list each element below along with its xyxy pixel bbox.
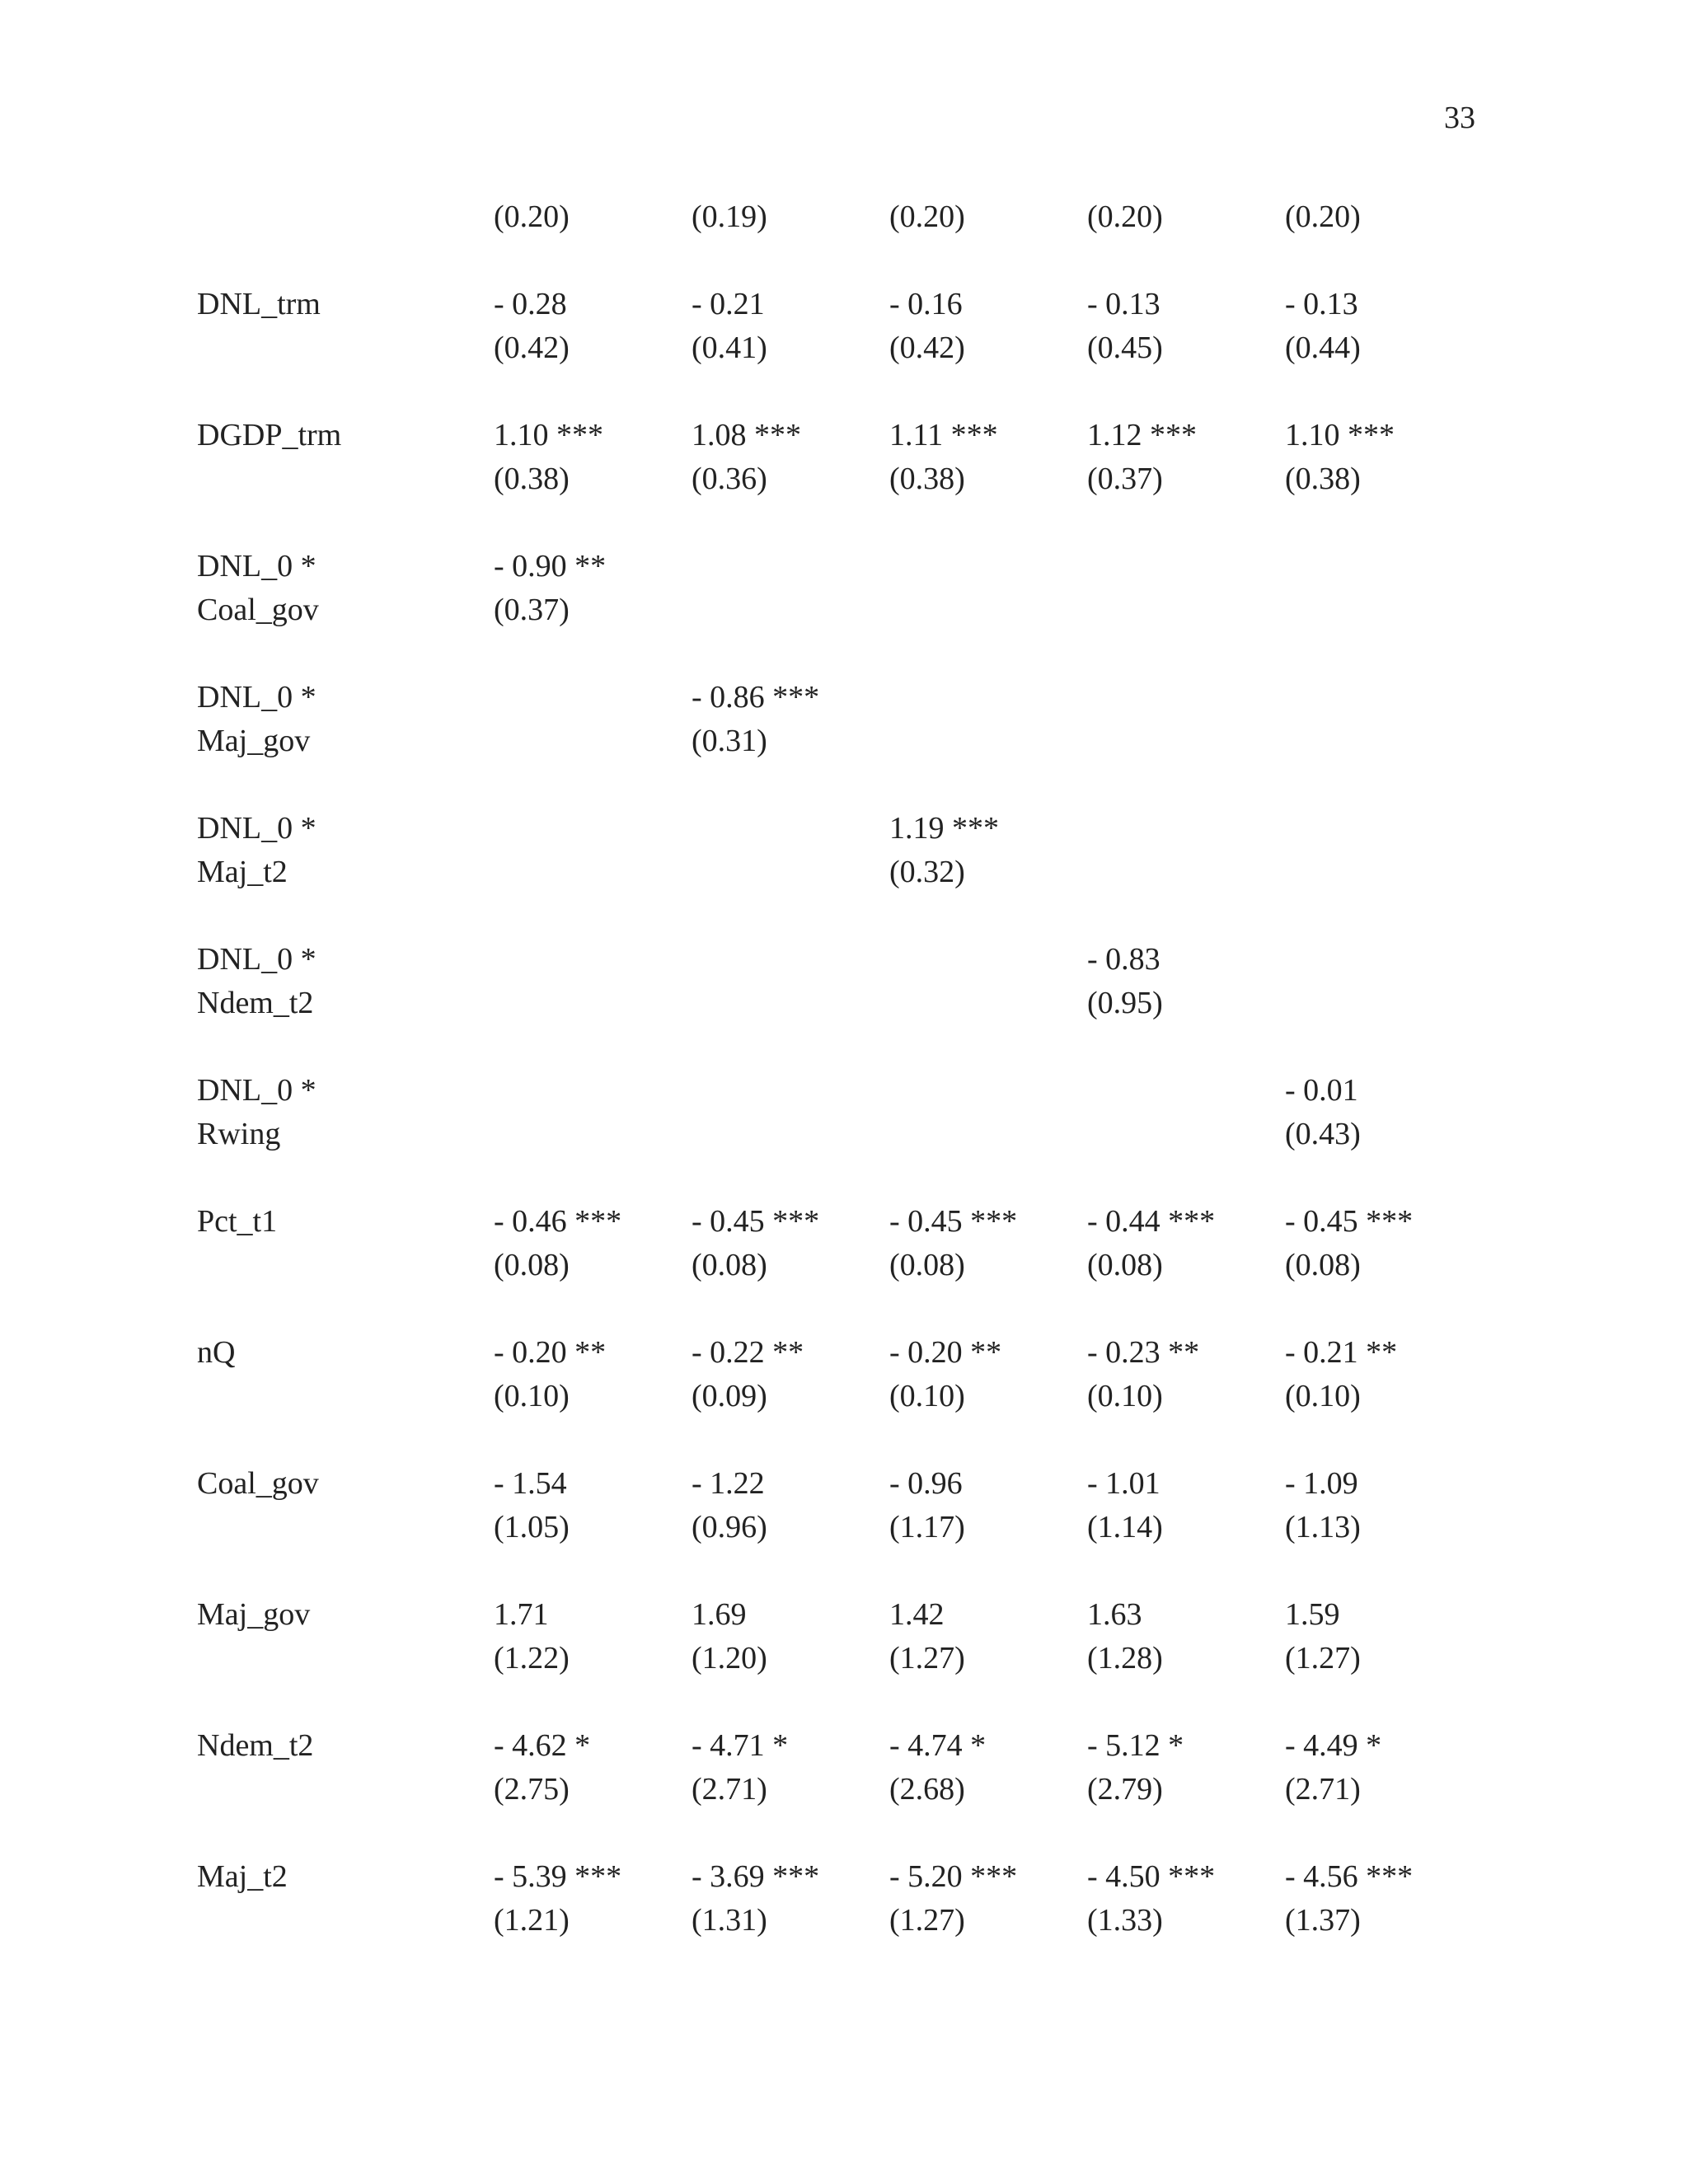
table-row	[0, 1858, 1688, 1989]
se-cell: (0.20)	[889, 199, 965, 234]
table-row	[0, 416, 1688, 547]
se-cell: (0.95)	[1087, 986, 1163, 1020]
standard-error-line	[0, 722, 1688, 760]
coefficient-line	[0, 809, 1688, 847]
coefficient-line	[0, 678, 1688, 716]
table-row	[0, 1071, 1688, 1202]
coefficient-cell: 1.10 ***	[1285, 418, 1395, 452]
coefficient-cell: 1.11 ***	[889, 418, 998, 452]
coefficient-cell: - 4.62 *	[494, 1728, 591, 1763]
se-cell: (0.31)	[692, 724, 767, 758]
table-row	[0, 940, 1688, 1071]
se-cell: (0.10)	[1087, 1379, 1163, 1413]
se-cell: (0.09)	[692, 1379, 767, 1413]
coefficient-cell: - 4.49 *	[1285, 1728, 1382, 1763]
standard-error-line	[0, 1770, 1688, 1808]
coefficient-cell: - 0.01	[1285, 1073, 1358, 1108]
se-cell: (0.38)	[494, 462, 570, 496]
coefficient-cell: 1.08 ***	[692, 418, 801, 452]
coefficient-line	[0, 547, 1688, 585]
coefficient-cell: - 0.22 **	[692, 1335, 804, 1370]
standard-error-line	[0, 984, 1688, 1022]
coefficient-cell: - 0.28	[494, 287, 567, 321]
coefficient-line	[0, 1202, 1688, 1240]
se-cell: (0.08)	[692, 1248, 767, 1282]
coefficient-line	[0, 1858, 1688, 1896]
row-label: Coal_gov	[197, 1466, 319, 1501]
coefficient-line	[0, 416, 1688, 454]
coefficient-cell: 1.12 ***	[1087, 418, 1197, 452]
row-label: DGDP_trm	[197, 418, 342, 452]
se-cell: (1.13)	[1285, 1510, 1361, 1544]
table-row	[0, 1465, 1688, 1596]
se-cell: (0.42)	[889, 330, 965, 365]
row-label-continued: Coal_gov	[197, 593, 319, 627]
coefficient-cell: - 0.45 ***	[1285, 1204, 1414, 1239]
row-label: DNL_0 *	[197, 811, 316, 846]
se-cell: (0.08)	[494, 1248, 570, 1282]
se-cell: (1.27)	[889, 1903, 965, 1938]
standard-error-line	[0, 591, 1688, 629]
coefficient-line	[0, 1596, 1688, 1633]
coefficient-cell: - 0.90 **	[494, 549, 607, 583]
table-row	[0, 809, 1688, 940]
coefficient-cell: 1.71	[494, 1597, 549, 1632]
coefficient-cell: - 0.45 ***	[692, 1204, 820, 1239]
table-row	[0, 1727, 1688, 1858]
se-cell: (0.41)	[692, 330, 767, 365]
coefficient-cell: 1.19 ***	[889, 811, 999, 846]
coefficient-cell: - 0.86 ***	[692, 680, 820, 715]
coefficient-cell: - 1.01	[1087, 1466, 1160, 1501]
se-cell: (0.08)	[889, 1248, 965, 1282]
table-row	[0, 1202, 1688, 1333]
coefficient-cell: - 0.20 **	[889, 1335, 1002, 1370]
row-label: DNL_trm	[197, 287, 321, 321]
se-cell: (1.22)	[494, 1641, 570, 1675]
coefficient-cell: 1.10 ***	[494, 418, 603, 452]
se-cell: (0.10)	[1285, 1379, 1361, 1413]
row-label-continued: Maj_t2	[197, 855, 288, 889]
se-cell: (0.19)	[692, 199, 767, 234]
se-cell: (0.42)	[494, 330, 570, 365]
standard-error-line	[0, 1246, 1688, 1284]
standard-error-line	[0, 1639, 1688, 1677]
se-cell: (0.37)	[494, 593, 570, 627]
se-cell: (0.45)	[1087, 330, 1163, 365]
se-cell: (1.27)	[1285, 1641, 1361, 1675]
se-cell: (0.38)	[1285, 462, 1361, 496]
coefficient-cell: - 4.50 ***	[1087, 1859, 1216, 1894]
coefficient-cell: 1.69	[692, 1597, 747, 1632]
se-cell: (0.44)	[1285, 330, 1361, 365]
coefficient-cell: - 0.21 **	[1285, 1335, 1398, 1370]
continued-se-row	[0, 198, 1688, 236]
se-cell: (2.68)	[889, 1772, 965, 1807]
row-label: nQ	[197, 1335, 236, 1370]
coefficient-cell: - 0.96	[889, 1466, 963, 1501]
row-label: Maj_t2	[197, 1859, 288, 1894]
table-row	[0, 547, 1688, 678]
row-label: DNL_0 *	[197, 549, 316, 583]
se-cell: (1.17)	[889, 1510, 965, 1544]
coefficient-cell: - 0.20 **	[494, 1335, 607, 1370]
coefficient-cell: - 1.22	[692, 1466, 765, 1501]
se-cell: (0.20)	[1285, 199, 1361, 234]
coefficient-cell: 1.59	[1285, 1597, 1340, 1632]
coefficient-cell: - 1.09	[1285, 1466, 1358, 1501]
se-cell: (1.33)	[1087, 1903, 1163, 1938]
coefficient-line	[0, 1465, 1688, 1502]
row-label-continued: Ndem_t2	[197, 986, 314, 1020]
row-label-continued: Maj_gov	[197, 724, 311, 758]
se-cell: (0.10)	[494, 1379, 570, 1413]
table-row	[0, 678, 1688, 809]
se-cell: (2.75)	[494, 1772, 570, 1807]
coefficient-line	[0, 940, 1688, 978]
coefficient-cell: 1.63	[1087, 1597, 1142, 1632]
se-cell: (1.31)	[692, 1903, 767, 1938]
row-label: Ndem_t2	[197, 1728, 314, 1763]
coefficient-cell: 1.42	[889, 1597, 945, 1632]
row-label: Maj_gov	[197, 1597, 311, 1632]
standard-error-line	[0, 1508, 1688, 1546]
coefficient-cell: - 0.46 ***	[494, 1204, 622, 1239]
se-cell: (0.32)	[889, 855, 965, 889]
table-row	[0, 1333, 1688, 1465]
row-label: DNL_0 *	[197, 1073, 316, 1108]
se-cell: (1.05)	[494, 1510, 570, 1544]
coefficient-cell: - 0.13	[1285, 287, 1358, 321]
se-cell: (1.37)	[1285, 1903, 1361, 1938]
row-label: Pct_t1	[197, 1204, 278, 1239]
se-cell: (2.71)	[1285, 1772, 1361, 1807]
coefficient-cell: - 5.39 ***	[494, 1859, 622, 1894]
coefficient-line	[0, 1071, 1688, 1109]
se-cell: (0.10)	[889, 1379, 965, 1413]
se-cell: (1.14)	[1087, 1510, 1163, 1544]
coefficient-cell: - 4.56 ***	[1285, 1859, 1414, 1894]
row-label: DNL_0 *	[197, 942, 316, 977]
coefficient-cell: - 5.20 ***	[889, 1859, 1018, 1894]
se-cell: (0.20)	[494, 199, 570, 234]
coefficient-line	[0, 285, 1688, 323]
coefficient-cell: - 0.13	[1087, 287, 1160, 321]
coefficient-cell: - 4.74 *	[889, 1728, 987, 1763]
se-cell: (0.96)	[692, 1510, 767, 1544]
se-cell: (0.36)	[692, 462, 767, 496]
coefficient-cell: - 0.44 ***	[1087, 1204, 1216, 1239]
coefficient-cell: - 1.54	[494, 1466, 567, 1501]
se-cell: (0.08)	[1087, 1248, 1163, 1282]
se-cell: (0.08)	[1285, 1248, 1361, 1282]
coefficient-cell: - 0.83	[1087, 942, 1160, 977]
standard-error-line	[0, 1115, 1688, 1153]
table-row	[0, 1596, 1688, 1727]
coefficient-cell: - 0.16	[889, 287, 963, 321]
se-cell: (1.21)	[494, 1903, 570, 1938]
se-cell: (0.20)	[1087, 199, 1163, 234]
table-row	[0, 285, 1688, 416]
se-cell: (2.79)	[1087, 1772, 1163, 1807]
se-cell: (0.37)	[1087, 462, 1163, 496]
coefficient-cell: - 0.21	[692, 287, 765, 321]
coefficient-cell: - 3.69 ***	[692, 1859, 820, 1894]
standard-error-line	[0, 329, 1688, 367]
coefficient-line	[0, 1333, 1688, 1371]
coefficient-cell: - 0.45 ***	[889, 1204, 1018, 1239]
se-cell: (1.27)	[889, 1641, 965, 1675]
page-number: 33	[1444, 101, 1475, 135]
standard-error-line	[0, 460, 1688, 498]
se-cell: (1.28)	[1087, 1641, 1163, 1675]
coefficient-line	[0, 1727, 1688, 1765]
standard-error-line	[0, 1377, 1688, 1415]
standard-error-line	[0, 1901, 1688, 1939]
se-cell: (0.38)	[889, 462, 965, 496]
standard-error-line	[0, 853, 1688, 891]
row-label-continued: Rwing	[197, 1117, 281, 1151]
regression-table	[0, 285, 1688, 1989]
se-cell: (2.71)	[692, 1772, 767, 1807]
se-cell: (1.20)	[692, 1641, 767, 1675]
row-label: DNL_0 *	[197, 680, 316, 715]
coefficient-cell: - 4.71 *	[692, 1728, 789, 1763]
coefficient-cell: - 5.12 *	[1087, 1728, 1184, 1763]
se-cell: (0.43)	[1285, 1117, 1361, 1151]
coefficient-cell: - 0.23 **	[1087, 1335, 1200, 1370]
